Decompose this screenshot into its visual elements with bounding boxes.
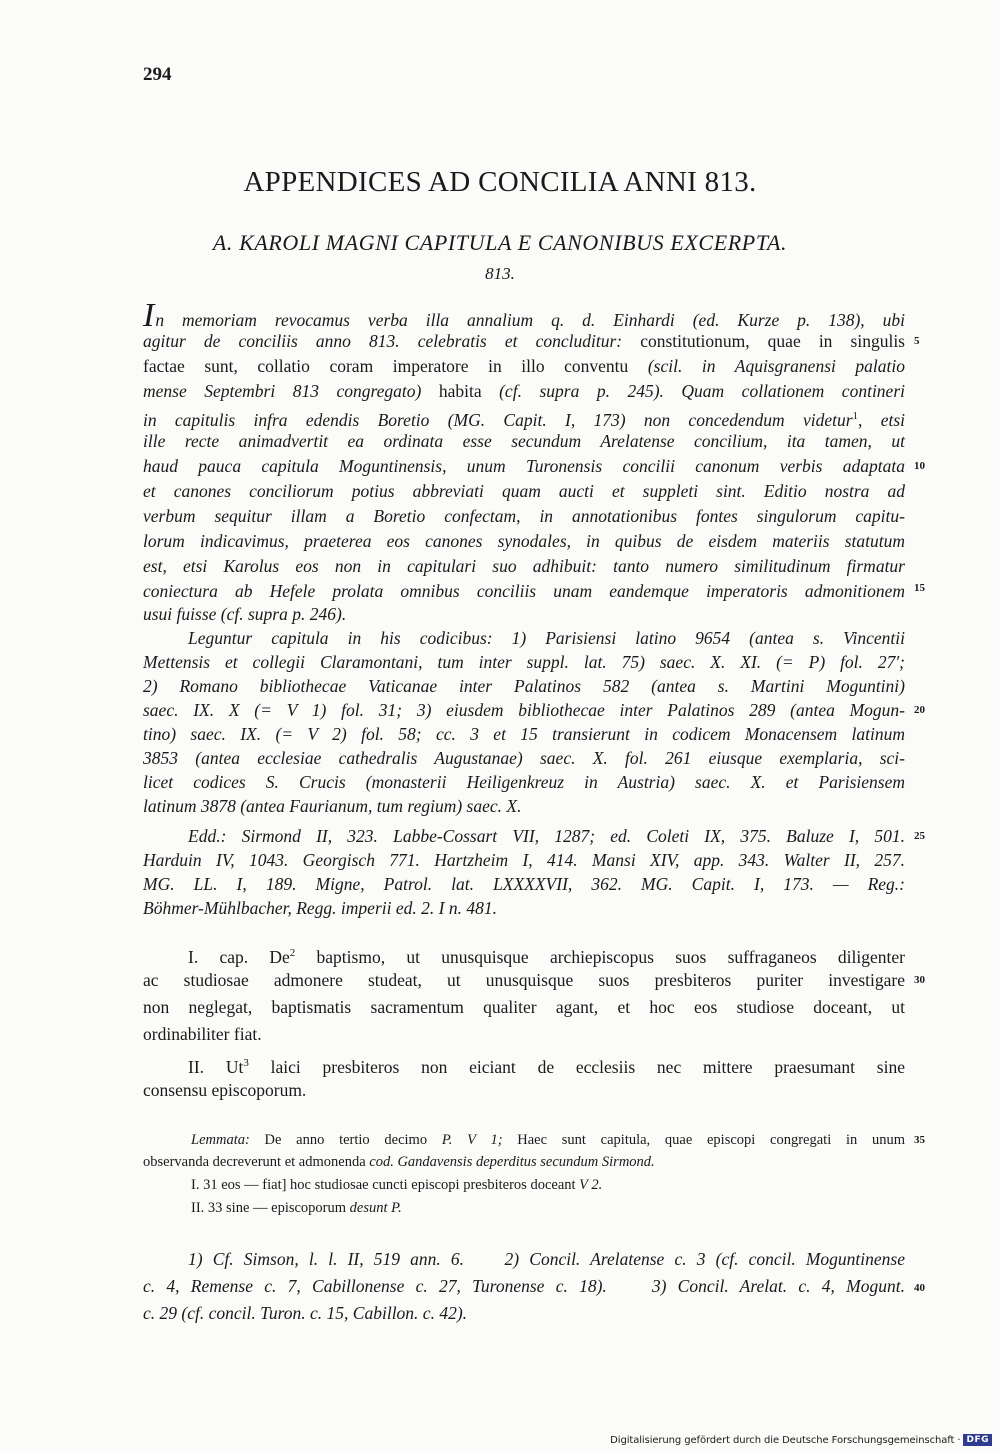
text-line: ordinabiliter fiat. bbox=[143, 1024, 262, 1044]
text-line: ille recte animadvertit ea ordinata esse secundum Arelatense concilium, ita tamen, ut bbox=[143, 431, 905, 451]
text-line: saec. IX. X (= V 1) fol. 31; 3) eiusdem bibliothecae inter Palatinos 289 (antea Mogun- bbox=[143, 700, 905, 720]
text-line: agitur de conciliis anno 813. celebratis et concluditur: constitutionum, quae in singulis bbox=[143, 331, 905, 351]
text-line: Mettensis et collegii Claramontani, tum inter suppl. lat. 75) saec. X. XI. (= P) fol. 27′; bbox=[143, 652, 905, 672]
footnote-ref: 1 bbox=[852, 410, 859, 422]
text-line: coniectura ab Hefele prolata omnibus conciliis unam eandemque imperatoris admonitionem bbox=[143, 581, 905, 601]
text-line: II. 33 sine — episcoporum desunt P. bbox=[191, 1200, 402, 1216]
line-number: 15 bbox=[914, 582, 925, 594]
footnote-ref: 2 bbox=[289, 947, 296, 959]
section-year: 813. bbox=[485, 264, 515, 283]
page-number: 294 bbox=[143, 64, 172, 85]
line-number: 10 bbox=[914, 460, 925, 472]
footer bbox=[610, 1434, 992, 1446]
text-line: Edd.: Sirmond II, 323. Labbe-Cossart VII, 1287; ed. Coleti IX, 375. Baluze I, 501. bbox=[188, 826, 905, 846]
text-line: Lemmata: De anno tertio decimo P. V 1; Haec sunt capitula, quae episcopi congregati in unum bbox=[191, 1132, 905, 1148]
text-line: II. Ut$^3$ laici presbiteros non eiciant de ecclesiis nec mittere praesumant sine bbox=[188, 1056, 905, 1077]
text-line: Harduin IV, 1043. Georgisch 771. Hartzheim I, 414. Mansi XIV, app. 343. Walter II, 257. bbox=[143, 850, 905, 870]
footnote-ref: 3 bbox=[243, 1057, 249, 1069]
line-number: 40 bbox=[914, 1282, 925, 1294]
text-line: latinum 3878 (antea Faurianum, tum regium) saec. X. bbox=[143, 796, 522, 816]
drop-cap: I bbox=[143, 297, 155, 334]
text-line: est, etsi Karolus eos non in capitulari suo adhibuit: tanto numero similitudinum firmatur bbox=[143, 556, 905, 576]
text-line: MG. LL. I, 189. Migne, Patrol. lat. LXXXXVII, 362. MG. Capit. I, 173. — Reg.: bbox=[143, 874, 905, 894]
text-line: non neglegat, baptismatis sacramentum qualiter agant, et hoc eos studiose doceant, ut bbox=[143, 997, 905, 1017]
text-line: 2) Romano bibliothecae Vaticanae inter Palatinos 582 (antea s. Martini Moguntini) bbox=[143, 676, 905, 696]
line-number: 5 bbox=[914, 335, 920, 347]
line-number: 25 bbox=[914, 830, 925, 842]
text-line: haud pauca capitula Moguntinensis, unum Turonensis concilii canonum verbis adaptata bbox=[143, 456, 905, 476]
text-line: 3853 (antea ecclesiae cathedralis Augustanae) saec. X. fol. 261 eiusque exemplaria, sci- bbox=[143, 748, 905, 768]
footer-credit: Digitalisierung gefördert durch die Deutsche Forschungsgemeinschaft · bbox=[610, 1434, 961, 1446]
section-title: A. KAROLI MAGNI CAPITULA E CANONIBUS EXCERPTA. bbox=[212, 230, 788, 255]
text-line: consensu episcoporum. bbox=[143, 1080, 307, 1100]
text-line: ac studiosae admonere studeat, ut unusquisque suos presbiteros puriter investigare bbox=[143, 970, 905, 990]
text-line: Böhmer-Mühlbacher, Regg. imperii ed. 2. I n. 481. bbox=[143, 898, 497, 918]
text-line: In memoriam revocamus verba illa annalium q. d. Einhardi (ed. Kurze p. 138), ubi bbox=[143, 297, 905, 334]
text-line: in capitulis infra edendis Boretio (MG. Capit. I, 173) non concedendum videtur$^1$, etsi bbox=[143, 409, 905, 430]
text-line: Leguntur capitula in his codicibus: 1) Parisiensi latino 9654 (antea s. Vincentii bbox=[188, 628, 905, 648]
dfg-logo: DFG bbox=[963, 1434, 992, 1446]
footnote-line: c. 4, Remense c. 7, Cabillonense c. 27, Turonense c. 18). 3) Concil. Arelat. c. 4, Mogunt. bbox=[143, 1276, 905, 1296]
text-line: usui fuisse (cf. supra p. 246). bbox=[143, 604, 347, 624]
text-line: tino) saec. IX. (= V 2) fol. 58; cc. 3 et 15 transierunt in codicem Monacensem latinum bbox=[143, 724, 905, 744]
footnote-line: c. 29 (cf. concil. Turon. c. 15, Cabillon. c. 42). bbox=[143, 1303, 468, 1323]
text-line: et canones conciliorum potius abbreviati quam aucti et suppleti sint. Editio nostra ad bbox=[143, 481, 905, 501]
text-line: observanda decreverunt et admonenda cod. Gandavensis deperditus secundum Sirmond. bbox=[143, 1154, 655, 1170]
line-number: 20 bbox=[914, 704, 925, 716]
text-line: I. cap. De$^2$ baptismo, ut unusquisque archiepiscopus suos suffraganeos diligenter bbox=[188, 946, 905, 967]
text-line: factae sunt, collatio coram imperatore in illo conventu (scil. in Aquisgranensi palatio bbox=[143, 356, 906, 376]
page-title: APPENDICES AD CONCILIA ANNI 813. bbox=[243, 166, 757, 198]
line-number: 30 bbox=[914, 974, 925, 986]
footnote-line: 1) Cf. Simson, l. l. II, 519 ann. 6. 2) Concil. Arelatense c. 3 (cf. concil. Moguntinense bbox=[188, 1249, 905, 1269]
text-line: licet codices S. Crucis (monasterii Heiligenkreuz in Austria) saec. X. et Parisiensem bbox=[143, 772, 905, 792]
text-line: I. 31 eos — fiat] hoc studiosae cuncti episcopi presbiteros doceant V 2. bbox=[191, 1177, 603, 1193]
text-line: mense Septembri 813 congregato) habita (cf. supra p. 245). Quam collationem contineri bbox=[143, 381, 905, 401]
line-number: 35 bbox=[914, 1134, 925, 1146]
text-line: lorum indicavimus, praeterea eos canones synodales, in quibus de eisdem materiis statutum bbox=[143, 531, 905, 551]
text-line: verbum sequitur illam a Boretio confectam, in annotationibus fontes singulorum capitu- bbox=[143, 506, 905, 526]
